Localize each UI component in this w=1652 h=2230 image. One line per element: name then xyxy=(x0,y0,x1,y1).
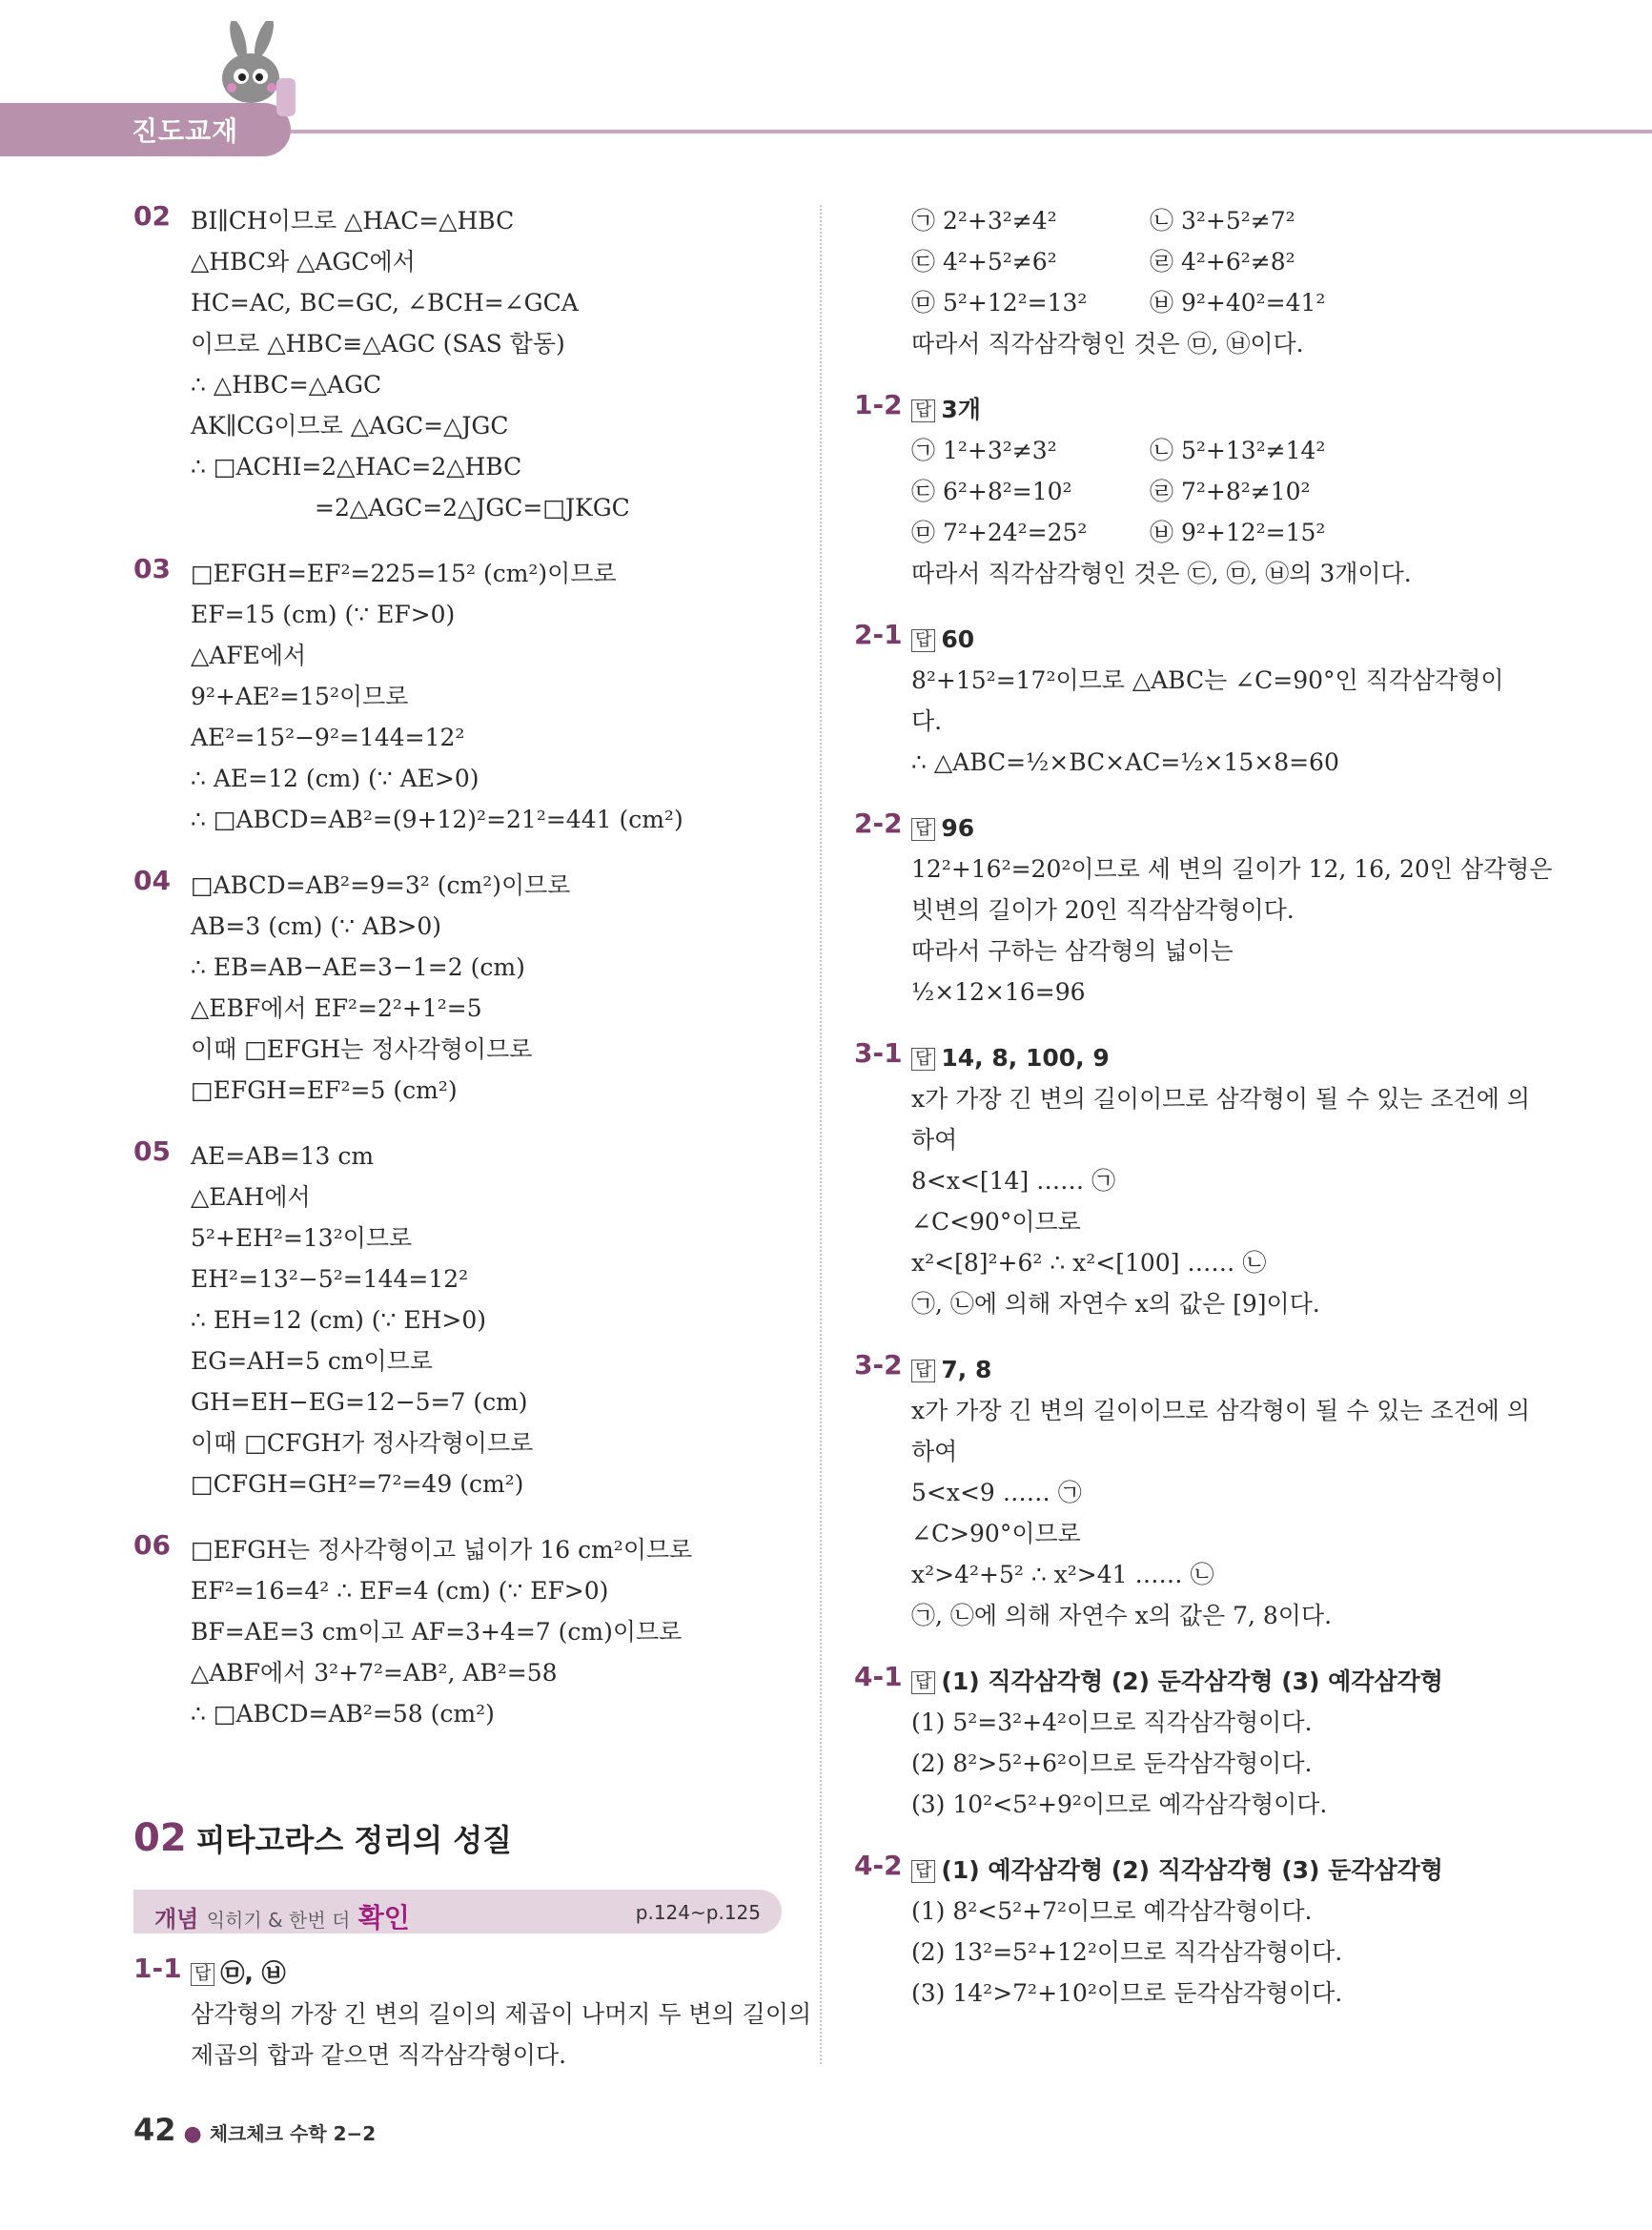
problem-1-1 xyxy=(133,1953,812,2100)
solution-line: AE=AB=13 cm xyxy=(191,1142,375,1170)
section-number: 02 xyxy=(133,1816,187,1860)
problem-number: 4-2 xyxy=(854,1850,903,1881)
solution-line: □EFGH=EF²=225=15² (cm²)이므로 xyxy=(191,560,617,587)
solution-line: 5<x<9 …… ㉠ xyxy=(911,1479,1082,1506)
concept-check: 확인 xyxy=(357,1902,410,1933)
solution-line: ½×12×16=96 xyxy=(911,978,1086,1006)
bullet-icon: ● xyxy=(183,2122,202,2146)
right-column xyxy=(854,200,1553,2038)
column-divider xyxy=(820,205,822,2064)
answer-text: (1) 예각삼각형 (2) 직각삼각형 (3) 둔각삼각형 xyxy=(941,1856,1443,1884)
concept-bar xyxy=(133,1890,782,1933)
solution-line: EH²=13²−5²=144=12² xyxy=(191,1265,469,1293)
solution-line: x²>4²+5² ∴ x²>41 …… ㉡ xyxy=(911,1561,1214,1588)
solution-line: 이므로 △HBC≡△AGC (SAS 합동) xyxy=(191,330,565,358)
solution-line: (2) 8²>5²+6²이므로 둔각삼각형이다. xyxy=(911,1749,1313,1777)
problem-number: 02 xyxy=(133,200,171,232)
problem-number: 04 xyxy=(133,865,171,896)
solution-line: ∴ △HBC=△AGC xyxy=(191,371,382,399)
answer-mark: 답 xyxy=(911,399,935,422)
problem-02 xyxy=(133,200,791,528)
problem-1-1-continued xyxy=(854,200,1512,364)
check-item: ㉥ 9²+40²=41² xyxy=(1150,289,1326,317)
solution-line: □ABCD=AB²=9=3² (cm²)이므로 xyxy=(191,871,571,899)
answer-text: ㉤, ㉥ xyxy=(220,1959,286,1987)
answer-text: 3개 xyxy=(941,396,981,423)
solution-line: 하여 xyxy=(911,1126,958,1154)
problem-06 xyxy=(133,1529,791,1734)
solution-line: 이때 □CFGH가 정사각형이므로 xyxy=(191,1429,534,1457)
problem-number: 05 xyxy=(133,1135,171,1167)
solution-line: △HBC와 △AGC에서 xyxy=(191,248,416,276)
problem-number: 06 xyxy=(133,1529,171,1561)
check-item: ㉤ 7²+24²=25² xyxy=(911,519,1088,546)
problem-number: 3-1 xyxy=(854,1037,903,1069)
problem-3-1 xyxy=(854,1037,1531,1324)
answer-text: 14, 8, 100, 9 xyxy=(941,1044,1110,1072)
solution-line: x²<[8]²+6² ∴ x²<[100] …… ㉡ xyxy=(911,1249,1267,1277)
answer-text: 60 xyxy=(941,625,975,653)
check-item: ㉥ 9²+12²=15² xyxy=(1150,519,1326,546)
book-title: 체크체크 수학 2−2 xyxy=(209,2122,377,2145)
solution-line: (3) 14²>7²+10²이므로 둔각삼각형이다. xyxy=(911,1979,1343,2007)
problem-4-1 xyxy=(854,1661,1512,1825)
solution-line: □EFGH는 정사각형이고 넓이가 16 cm²이므로 xyxy=(191,1536,693,1564)
concept-pages: p.124~p.125 xyxy=(635,1901,761,1924)
answer-text: 7, 8 xyxy=(941,1356,992,1383)
solution-line: BI∥CH이므로 △HAC=△HBC xyxy=(191,207,515,235)
section-title xyxy=(133,1816,512,1860)
check-item: ㉠ 2²+3²≠4² xyxy=(911,207,1057,235)
answer-mark: 답 xyxy=(911,1860,935,1883)
solution-line: 5²+EH²=13²이므로 xyxy=(191,1224,413,1252)
problem-2-2 xyxy=(854,808,1553,1013)
problem-04 xyxy=(133,865,791,1111)
page-footer xyxy=(133,2112,376,2148)
answer-mark: 답 xyxy=(911,1048,935,1071)
problem-4-2 xyxy=(854,1850,1512,2014)
problem-03 xyxy=(133,553,791,840)
solution-line: 따라서 직각삼각형인 것은 ㉤, ㉥이다. xyxy=(911,330,1304,358)
check-item: ㉠ 1²+3²≠3² xyxy=(911,437,1057,464)
check-item: ㉣ 4²+6²≠8² xyxy=(1150,248,1295,276)
problem-2-1 xyxy=(854,619,1512,783)
bunny-mascot-icon xyxy=(195,21,300,116)
answer-mark: 답 xyxy=(911,818,935,841)
solution-line: AE²=15²−9²=144=12² xyxy=(191,724,465,751)
problem-3-2 xyxy=(854,1349,1531,1636)
solution-line: 따라서 직각삼각형인 것은 ㉢, ㉤, ㉥의 3개이다. xyxy=(911,560,1412,587)
solution-line: AB=3 (cm) (∵ AB>0) xyxy=(191,912,442,940)
solution-line: ∴ EH=12 (cm) (∵ EH>0) xyxy=(191,1306,487,1334)
solution-line: 따라서 구하는 삼각형의 넓이는 xyxy=(911,937,1234,965)
solution-line: 삼각형의 가장 긴 변의 길이의 제곱이 나머지 두 변의 길이의 xyxy=(191,2000,812,2028)
answer-mark: 답 xyxy=(911,1360,935,1382)
solution-line: (1) 8²<5²+7²이므로 예각삼각형이다. xyxy=(911,1897,1313,1925)
solution-line: ㉠, ㉡에 의해 자연수 x의 값은 [9]이다. xyxy=(911,1290,1320,1318)
answer-mark: 답 xyxy=(911,1671,935,1694)
solution-line: □CFGH=GH²=7²=49 (cm²) xyxy=(191,1470,524,1498)
solution-line: 이때 □EFGH는 정사각형이므로 xyxy=(191,1035,533,1063)
problem-number: 4-1 xyxy=(854,1661,903,1692)
solution-line: AK∥CG이므로 △AGC=△JGC xyxy=(191,412,509,440)
solution-line: ∴ □ABCD=AB²=(9+12)²=21²=441 (cm²) xyxy=(191,806,683,833)
problem-number: 3-2 xyxy=(854,1349,903,1381)
section-title-text: 피타고라스 정리의 성질 xyxy=(195,1822,513,1858)
problem-number: 03 xyxy=(133,553,171,584)
check-item: ㉡ 5²+13²≠14² xyxy=(1150,437,1326,464)
concept-middle: 익히기 & 한번 더 xyxy=(206,1909,351,1932)
solution-line: 하여 xyxy=(911,1438,958,1465)
solution-line: (2) 13²=5²+12²이므로 직각삼각형이다. xyxy=(911,1938,1343,1966)
check-item: ㉣ 7²+8²≠10² xyxy=(1150,478,1311,505)
solution-line: △EAH에서 xyxy=(191,1183,311,1211)
solution-line: 8²+15²=17²이므로 △ABC는 ∠C=90°인 직각삼각형이 xyxy=(911,666,1504,694)
concept-word: 개념 xyxy=(154,1906,199,1933)
solution-line: ∴ □ABCD=AB²=58 (cm²) xyxy=(191,1700,495,1728)
solution-line: EF=15 (cm) (∵ EF>0) xyxy=(191,601,456,628)
solution-line: 12²+16²=20²이므로 세 변의 길이가 12, 16, 20인 삼각형은 xyxy=(911,855,1553,883)
solution-line: EG=AH=5 cm이므로 xyxy=(191,1347,433,1375)
header-label: 진도교재 xyxy=(132,115,239,147)
page-number: 42 xyxy=(133,2112,176,2148)
solution-line: ∴ EB=AB−AE=3−1=2 (cm) xyxy=(191,953,525,981)
answer-mark: 답 xyxy=(911,629,935,652)
solution-line: 다. xyxy=(911,707,943,735)
solution-line: 9²+AE²=15²이므로 xyxy=(191,683,409,710)
solution-line: x가 가장 긴 변의 길이이므로 삼각형이 될 수 있는 조건에 의 xyxy=(911,1085,1531,1113)
problem-05 xyxy=(133,1135,791,1504)
check-item: ㉤ 5²+12²=13² xyxy=(911,289,1088,317)
header-rule xyxy=(286,130,1652,133)
answer-mark: 답 xyxy=(191,1963,214,1986)
answer-text: 96 xyxy=(941,814,975,842)
solution-line: ∴ △ABC=½×BC×AC=½×15×8=60 xyxy=(911,748,1339,776)
solution-line: (3) 10²<5²+9²이므로 예각삼각형이다. xyxy=(911,1790,1328,1818)
solution-line: □EFGH=EF²=5 (cm²) xyxy=(191,1076,458,1104)
solution-line: EF²=16=4² ∴ EF=4 (cm) (∵ EF>0) xyxy=(191,1577,609,1605)
check-item: ㉢ 4²+5²≠6² xyxy=(911,248,1057,276)
check-item: ㉡ 3²+5²≠7² xyxy=(1150,207,1295,235)
check-item: ㉢ 6²+8²=10² xyxy=(911,478,1072,505)
problem-1-2 xyxy=(854,389,1512,594)
solution-line: 제곱의 합과 같으면 직각삼각형이다. xyxy=(191,2041,567,2069)
solution-line: 빗변의 길이가 20인 직각삼각형이다. xyxy=(911,896,1295,924)
problem-number: 1-1 xyxy=(133,1953,182,1984)
solution-line: ∴ AE=12 (cm) (∵ AE>0) xyxy=(191,765,479,792)
solution-line: BF=AE=3 cm이고 AF=3+4=7 (cm)이므로 xyxy=(191,1618,683,1646)
solution-line: ㉠, ㉡에 의해 자연수 x의 값은 7, 8이다. xyxy=(911,1602,1333,1629)
problem-number: 2-2 xyxy=(854,808,903,839)
solution-line: =2△AGC=2△JGC=□JKGC xyxy=(315,494,630,522)
problem-number: 2-1 xyxy=(854,619,903,650)
solution-line: (1) 5²=3²+4²이므로 직각삼각형이다. xyxy=(911,1708,1313,1736)
problem-number: 1-2 xyxy=(854,389,903,420)
solution-line: HC=AC, BC=GC, ∠BCH=∠GCA xyxy=(191,289,579,317)
solution-line: GH=EH−EG=12−5=7 (cm) xyxy=(191,1388,528,1416)
solution-line: x가 가장 긴 변의 길이이므로 삼각형이 될 수 있는 조건에 의 xyxy=(911,1397,1531,1424)
solution-line: ∴ □ACHI=2△HAC=2△HBC xyxy=(191,453,522,481)
answer-text: (1) 직각삼각형 (2) 둔각삼각형 (3) 예각삼각형 xyxy=(941,1667,1443,1695)
solution-line: ∠C>90°이므로 xyxy=(911,1520,1081,1547)
solution-line: △EBF에서 EF²=2²+1²=5 xyxy=(191,994,482,1022)
left-column xyxy=(133,200,791,1759)
solution-line: △AFE에서 xyxy=(191,642,307,669)
solution-line: ∠C<90°이므로 xyxy=(911,1208,1081,1236)
solution-line: 8<x<[14] …… ㉠ xyxy=(911,1167,1116,1195)
solution-line: △ABF에서 3²+7²=AB², AB²=58 xyxy=(191,1659,558,1687)
